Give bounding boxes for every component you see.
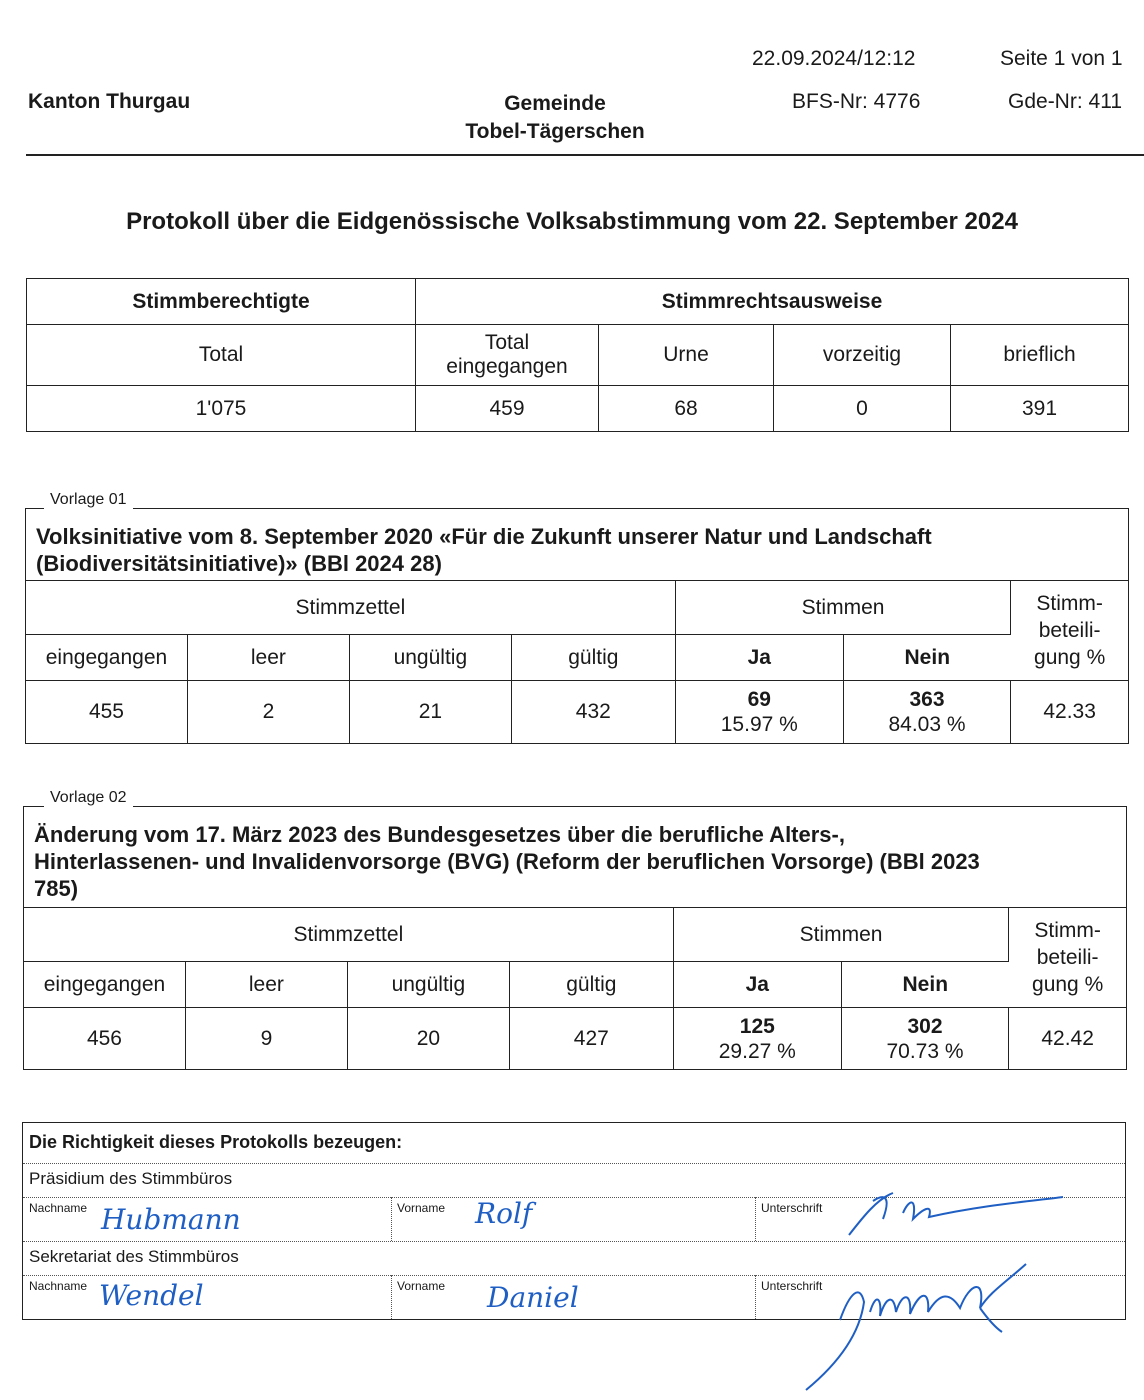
- praesidium-unterschrift-label: Unterschrift: [761, 1201, 823, 1215]
- vorlage-01-gueltig-value: 432: [511, 681, 675, 744]
- vorlage-02-title-line2: Hinterlassenen- und Invalidenvorsorge (BVG) (Reform der beruflichen Vorsorge) (BBl 2023: [34, 849, 980, 874]
- header-divider: [26, 154, 1144, 156]
- municipality-name: [430, 90, 680, 146]
- vorlage-02-ja-cell: [673, 1008, 841, 1070]
- praesidium-nachname-label: Nachname: [29, 1201, 88, 1215]
- sekretariat-vorname-label: Vorname: [397, 1279, 446, 1293]
- vorlage-01-ja-header: Ja: [675, 635, 843, 681]
- report-datetime: 22.09.2024/12:12: [752, 47, 916, 70]
- signature-heading: Die Richtigkeit dieses Protokolls bezeugen:: [29, 1132, 403, 1152]
- document-title: Protokoll über die Eidgenössische Volksabstimmung vom 22. September 2024: [126, 208, 1018, 235]
- vorlage-02-title-line1: Änderung vom 17. März 2023 des Bundesgesetzes über die berufliche Alters-,: [34, 822, 845, 847]
- vorlage-01-nein-value: 363: [909, 688, 945, 711]
- beteiligung-line1: Stimm-: [1036, 592, 1103, 615]
- beteiligung-line1: Stimm-: [1034, 919, 1101, 942]
- praesidium-vorname-label: Vorname: [397, 1201, 446, 1215]
- vorlage-01-ja-cell: [675, 681, 843, 744]
- vorlage-02-beteiligung-header: [1009, 908, 1126, 1008]
- beteiligung-line2: beteili-: [1036, 946, 1099, 969]
- vorlage-02-ja-value: 125: [739, 1014, 775, 1038]
- vorlage-01-title: [36, 523, 932, 577]
- total-value: 1'075: [27, 386, 416, 432]
- vorlage-01-ja-percent: 15.97 %: [720, 713, 798, 736]
- beteiligung-line3: gung %: [1034, 646, 1106, 669]
- vorlage-01-eingegangen-header: eingegangen: [26, 635, 187, 681]
- vorlage-01-leer-value: 2: [187, 681, 349, 744]
- sekretariat-vorname-handwritten: Daniel: [487, 1281, 579, 1314]
- vorlage-01-section: [25, 491, 1129, 744]
- vorlage-02-section: [23, 789, 1127, 1070]
- vorlage-01-legend: Vorlage 01: [44, 491, 133, 509]
- vorlage-02-gueltig-value: 427: [509, 1008, 673, 1070]
- page-indicator: Seite 1 von 1: [1000, 47, 1123, 70]
- total-eingegangen-line1: Total: [484, 331, 530, 354]
- praesidium-nachname-handwritten: Hubmann: [101, 1203, 241, 1236]
- vorlage-02-nein-cell: [841, 1008, 1008, 1070]
- vorlage-02-nein-percent: 70.73 %: [886, 1039, 964, 1063]
- vorlage-02-nein-value: 302: [907, 1014, 943, 1038]
- vorlage-01-stimmen-header: Stimmen: [675, 581, 1010, 635]
- praesidium-fields-row: [23, 1197, 1125, 1242]
- vorlage-02-leer-header: leer: [185, 962, 347, 1008]
- total-eingegangen-line2: eingegangen: [446, 355, 568, 378]
- vorlage-01-gueltig-header: gültig: [511, 635, 675, 681]
- sekretariat-nachname-label: Nachname: [29, 1279, 88, 1293]
- vorlage-02-eingegangen-header: eingegangen: [24, 962, 185, 1008]
- brieflich-header: brieflich: [951, 325, 1129, 386]
- stimmrechtsausweise-header: Stimmrechtsausweise: [416, 279, 1129, 325]
- field-divider: [391, 1275, 392, 1319]
- vorlage-02-stimmzettel-header: Stimmzettel: [24, 908, 673, 962]
- vorlage-01-beteiligung-value: 42.33: [1011, 681, 1128, 744]
- vorlage-01-nein-cell: [843, 681, 1010, 744]
- field-divider: [755, 1197, 756, 1241]
- beteiligung-line3: gung %: [1032, 973, 1104, 996]
- brieflich-value: 391: [951, 386, 1129, 432]
- vorlage-02-ja-percent: 29.27 %: [718, 1039, 796, 1063]
- gde-number: Gde-Nr: 411: [1008, 90, 1122, 113]
- vorlage-01-stimmzettel-header: Stimmzettel: [26, 581, 675, 635]
- vorlage-02-ja-header: Ja: [673, 962, 841, 1008]
- municipality-line1: Gemeinde: [504, 92, 606, 115]
- vorlage-01-table: [26, 580, 1128, 743]
- vorlage-02-eingegangen-value: 456: [24, 1008, 185, 1070]
- field-divider: [391, 1197, 392, 1241]
- stimmberechtigte-header: Stimmberechtigte: [27, 279, 416, 325]
- vorlage-01-ja-value: 69: [747, 688, 771, 711]
- vorlage-01-title-line2: (Biodiversitätsinitiative)» (BBl 2024 28): [36, 551, 442, 576]
- vorlage-02-gueltig-header: gültig: [509, 962, 673, 1008]
- signature-heading-row: [23, 1123, 1125, 1164]
- vorlage-01-nein-percent: 84.03 %: [888, 713, 966, 736]
- sekretariat-nachname-handwritten: Wendel: [99, 1279, 204, 1312]
- vorlage-01-ungueltig-header: ungültig: [349, 635, 511, 681]
- beteiligung-line2: beteili-: [1038, 619, 1101, 642]
- sekretariat-label: Sekretariat des Stimmbüros: [29, 1247, 239, 1266]
- vorlage-01-title-line1: Volksinitiative vom 8. September 2020 «Für die Zukunft unserer Natur und Landschaft: [36, 524, 932, 549]
- vorlage-01-nein-header: Nein: [843, 635, 1010, 681]
- vorlage-02-leer-value: 9: [185, 1008, 347, 1070]
- vorlage-02-legend: Vorlage 02: [44, 789, 133, 807]
- vorlage-01-beteiligung-header: [1011, 581, 1128, 681]
- vorlage-02-table: [24, 907, 1126, 1069]
- vorlage-01-eingegangen-value: 455: [26, 681, 187, 744]
- vorlage-02-nein-header: Nein: [841, 962, 1008, 1008]
- vorlage-02-title-line3: 785): [34, 876, 79, 901]
- field-divider: [755, 1275, 756, 1319]
- vorlage-02-ungueltig-header: ungültig: [347, 962, 509, 1008]
- vorlage-02-ungueltig-value: 20: [347, 1008, 509, 1070]
- eingegangen-value: 459: [416, 386, 599, 432]
- vorzeitig-value: 0: [774, 386, 951, 432]
- total-eingegangen-header: [416, 325, 599, 386]
- canton-name: Kanton Thurgau: [28, 90, 191, 113]
- urne-header: Urne: [599, 325, 774, 386]
- vorlage-01-ungueltig-value: 21: [349, 681, 511, 744]
- vorlage-02-beteiligung-value: 42.42: [1009, 1008, 1126, 1070]
- sekretariat-unterschrift-label: Unterschrift: [761, 1279, 823, 1293]
- vorlage-02-stimmen-header: Stimmen: [673, 908, 1008, 962]
- total-header: Total: [27, 325, 416, 386]
- summary-table: [26, 278, 1129, 432]
- praesidium-signature-image: [833, 1189, 1063, 1249]
- sekretariat-signature-image: [790, 1262, 1040, 1392]
- vorlage-01-leer-header: leer: [187, 635, 349, 681]
- urne-value: 68: [599, 386, 774, 432]
- vorzeitig-header: vorzeitig: [774, 325, 951, 386]
- vorlage-02-title: [34, 821, 980, 902]
- praesidium-vorname-handwritten: Rolf: [475, 1197, 533, 1230]
- bfs-number: BFS-Nr: 4776: [792, 90, 921, 113]
- praesidium-label: Präsidium des Stimmbüros: [29, 1169, 233, 1188]
- municipality-line2: Tobel-Tägerschen: [465, 120, 645, 143]
